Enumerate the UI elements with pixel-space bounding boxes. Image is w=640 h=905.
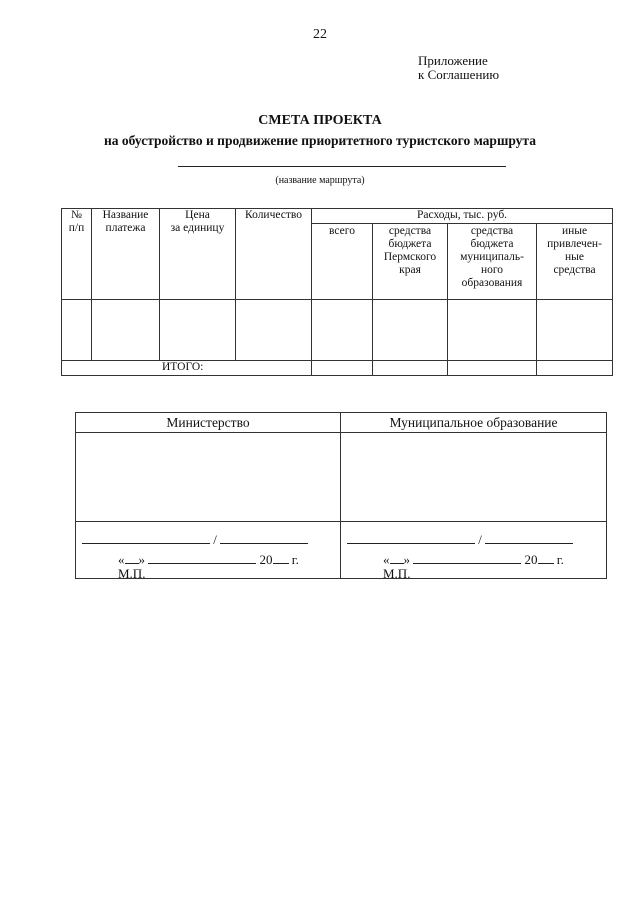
appendix-line-1: Приложение [418, 53, 488, 68]
municipality-header: Муниципальное образование [341, 413, 607, 433]
header-payment-name: Название платежа [92, 209, 160, 300]
total-label: ИТОГО: [62, 361, 312, 376]
table-row [62, 300, 613, 361]
ministry-details [76, 433, 341, 522]
header-number: № п/п [62, 209, 92, 300]
appendix-line-2: к Соглашению [418, 67, 500, 82]
route-name-caption: (название маршрута) [275, 175, 365, 186]
route-name-line [178, 166, 506, 167]
date-line: « » 20 г. [383, 552, 564, 567]
header-quantity: Количество [236, 209, 312, 300]
municipality-details [341, 433, 607, 522]
header-unit-price: Цена за единицу [160, 209, 236, 300]
header-municipal-budget: средства бюджета муниципаль- ного образования [448, 224, 537, 300]
ministry-signature-block [76, 522, 341, 579]
header-other-funds: иные привлечен- ные средства [537, 224, 613, 300]
total-row [62, 361, 613, 376]
signature-table [75, 412, 607, 579]
stamp-place: М.П. [383, 566, 411, 581]
signature-line: / [82, 532, 308, 548]
ministry-header: Министерство [76, 413, 341, 433]
header-regional-budget: средства бюджета Пермского края [373, 224, 448, 300]
stamp-place: М.П. [118, 566, 146, 581]
document-title: СМЕТА ПРОЕКТА [258, 113, 382, 128]
document-subtitle: на обустройство и продвижение приоритетного туристского маршрута [104, 133, 536, 148]
date-line: « » 20 г. [118, 552, 299, 567]
header-total: всего [312, 224, 373, 300]
signature-line: / [347, 532, 573, 548]
municipality-signature-block [341, 522, 607, 579]
header-expenses: Расходы, тыс. руб. [312, 209, 613, 224]
budget-table [61, 208, 613, 376]
appendix-note [418, 54, 499, 82]
page-number: 22 [313, 27, 327, 42]
